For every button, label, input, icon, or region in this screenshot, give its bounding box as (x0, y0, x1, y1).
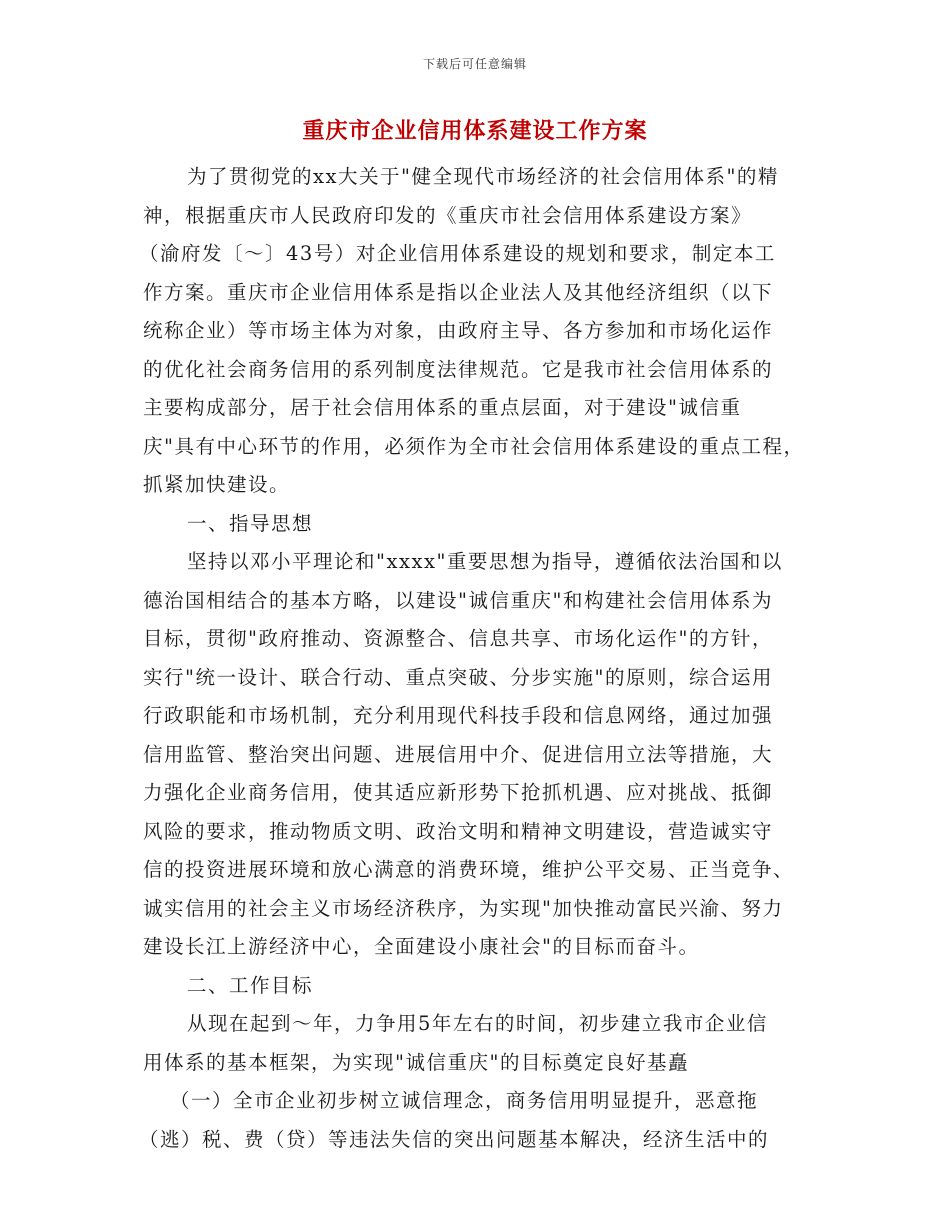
paragraph-line: 信用监管、整治突出问题、进展信用中介、促进信用立法等措施，大 (143, 742, 774, 766)
paragraph-line: 目标，贯彻"政府推动、资源整合、信息共享、市场化运作"的方针， (143, 627, 773, 650)
section-heading: 二、工作目标 (187, 973, 314, 997)
paragraph-line: 用体系的基本框架，为实现"诚信重庆"的目标奠定良好基矗 (143, 1050, 689, 1074)
paragraph-line: 统称企业）等市场主体为对象，由政府主导、各方参加和市场化运作 (143, 319, 774, 342)
paragraph-line: 实行"统一设计、联合行动、重点突破、分步实施"的原则，综合运用 (143, 665, 773, 689)
paragraph-line: 风险的要求，推动物质文明、政治文明和精神文明建设，营造诚实守 (143, 819, 774, 843)
paragraph-line: （渝府发〔～〕43号）对企业信用体系建设的规划和要求，制定本工 (139, 242, 776, 265)
paragraph-line: 从现在起到～年，力争用5年左右的时间，初步建立我市企业信 (187, 1012, 768, 1035)
paragraph-line: （一）全市企业初步树立诚信理念，商务信用明显提升，恶意拖 (170, 1089, 759, 1112)
paragraph-line: 的优化社会商务信用的系列制度法律规范。它是我市社会信用体系的 (143, 357, 774, 381)
paragraph-line: （逃）税、费（贷）等违法失信的突出问题基本解决，经济生活中的 (139, 1127, 770, 1151)
paragraph-line: 建设长江上游经济中心，全面建设小康社会"的目标而奋斗。 (143, 935, 700, 958)
paragraph-line: 行政职能和市场机制，充分利用现代科技手段和信息网络，通过加强 (143, 704, 774, 727)
document-title: 重庆市企业信用体系建设工作方案 (302, 118, 648, 144)
paragraph-line: 信的投资进展环境和放心满意的消费环境，维护公平交易、正当竞争、 (143, 858, 795, 881)
paragraph-line: 德治国相结合的基本方略，以建设"诚信重庆"和构建社会信用体系为 (143, 588, 773, 612)
paragraph-line: 作方案。重庆市企业信用体系是指以企业法人及其他经济组织（以下 (143, 280, 774, 304)
paragraph-line: 抓紧加快建设。 (143, 473, 291, 496)
document-body (139, 158, 823, 1159)
paragraph-line: 庆"具有中心环节的作用，必须作为全市社会信用体系建设的重点工程， (143, 434, 805, 458)
paragraph-line: 神，根据重庆市人民政府印发的《重庆市社会信用体系建设方案》 (143, 203, 753, 227)
header-note: 下载后可任意编辑 (422, 57, 527, 71)
paragraph-line: 主要构成部分，居于社会信用体系的重点层面，对于建设"诚信重 (143, 396, 742, 419)
section-heading: 一、指导思想 (187, 511, 314, 535)
paragraph-line: 坚持以邓小平理论和"xxxx"重要思想为指导，遵循依法治国和以 (187, 550, 783, 573)
paragraph-line: 诚实信用的社会主义市场经济秩序，为实现"加快推动富民兴渝、努力 (143, 896, 784, 920)
paragraph-line: 力强化企业商务信用，使其适应新形势下抢抓机遇、应对挑战、抵御 (143, 781, 774, 804)
paragraph-line: 为了贯彻党的xx大关于"健全现代市场经济的社会信用体系"的精 (187, 165, 779, 188)
